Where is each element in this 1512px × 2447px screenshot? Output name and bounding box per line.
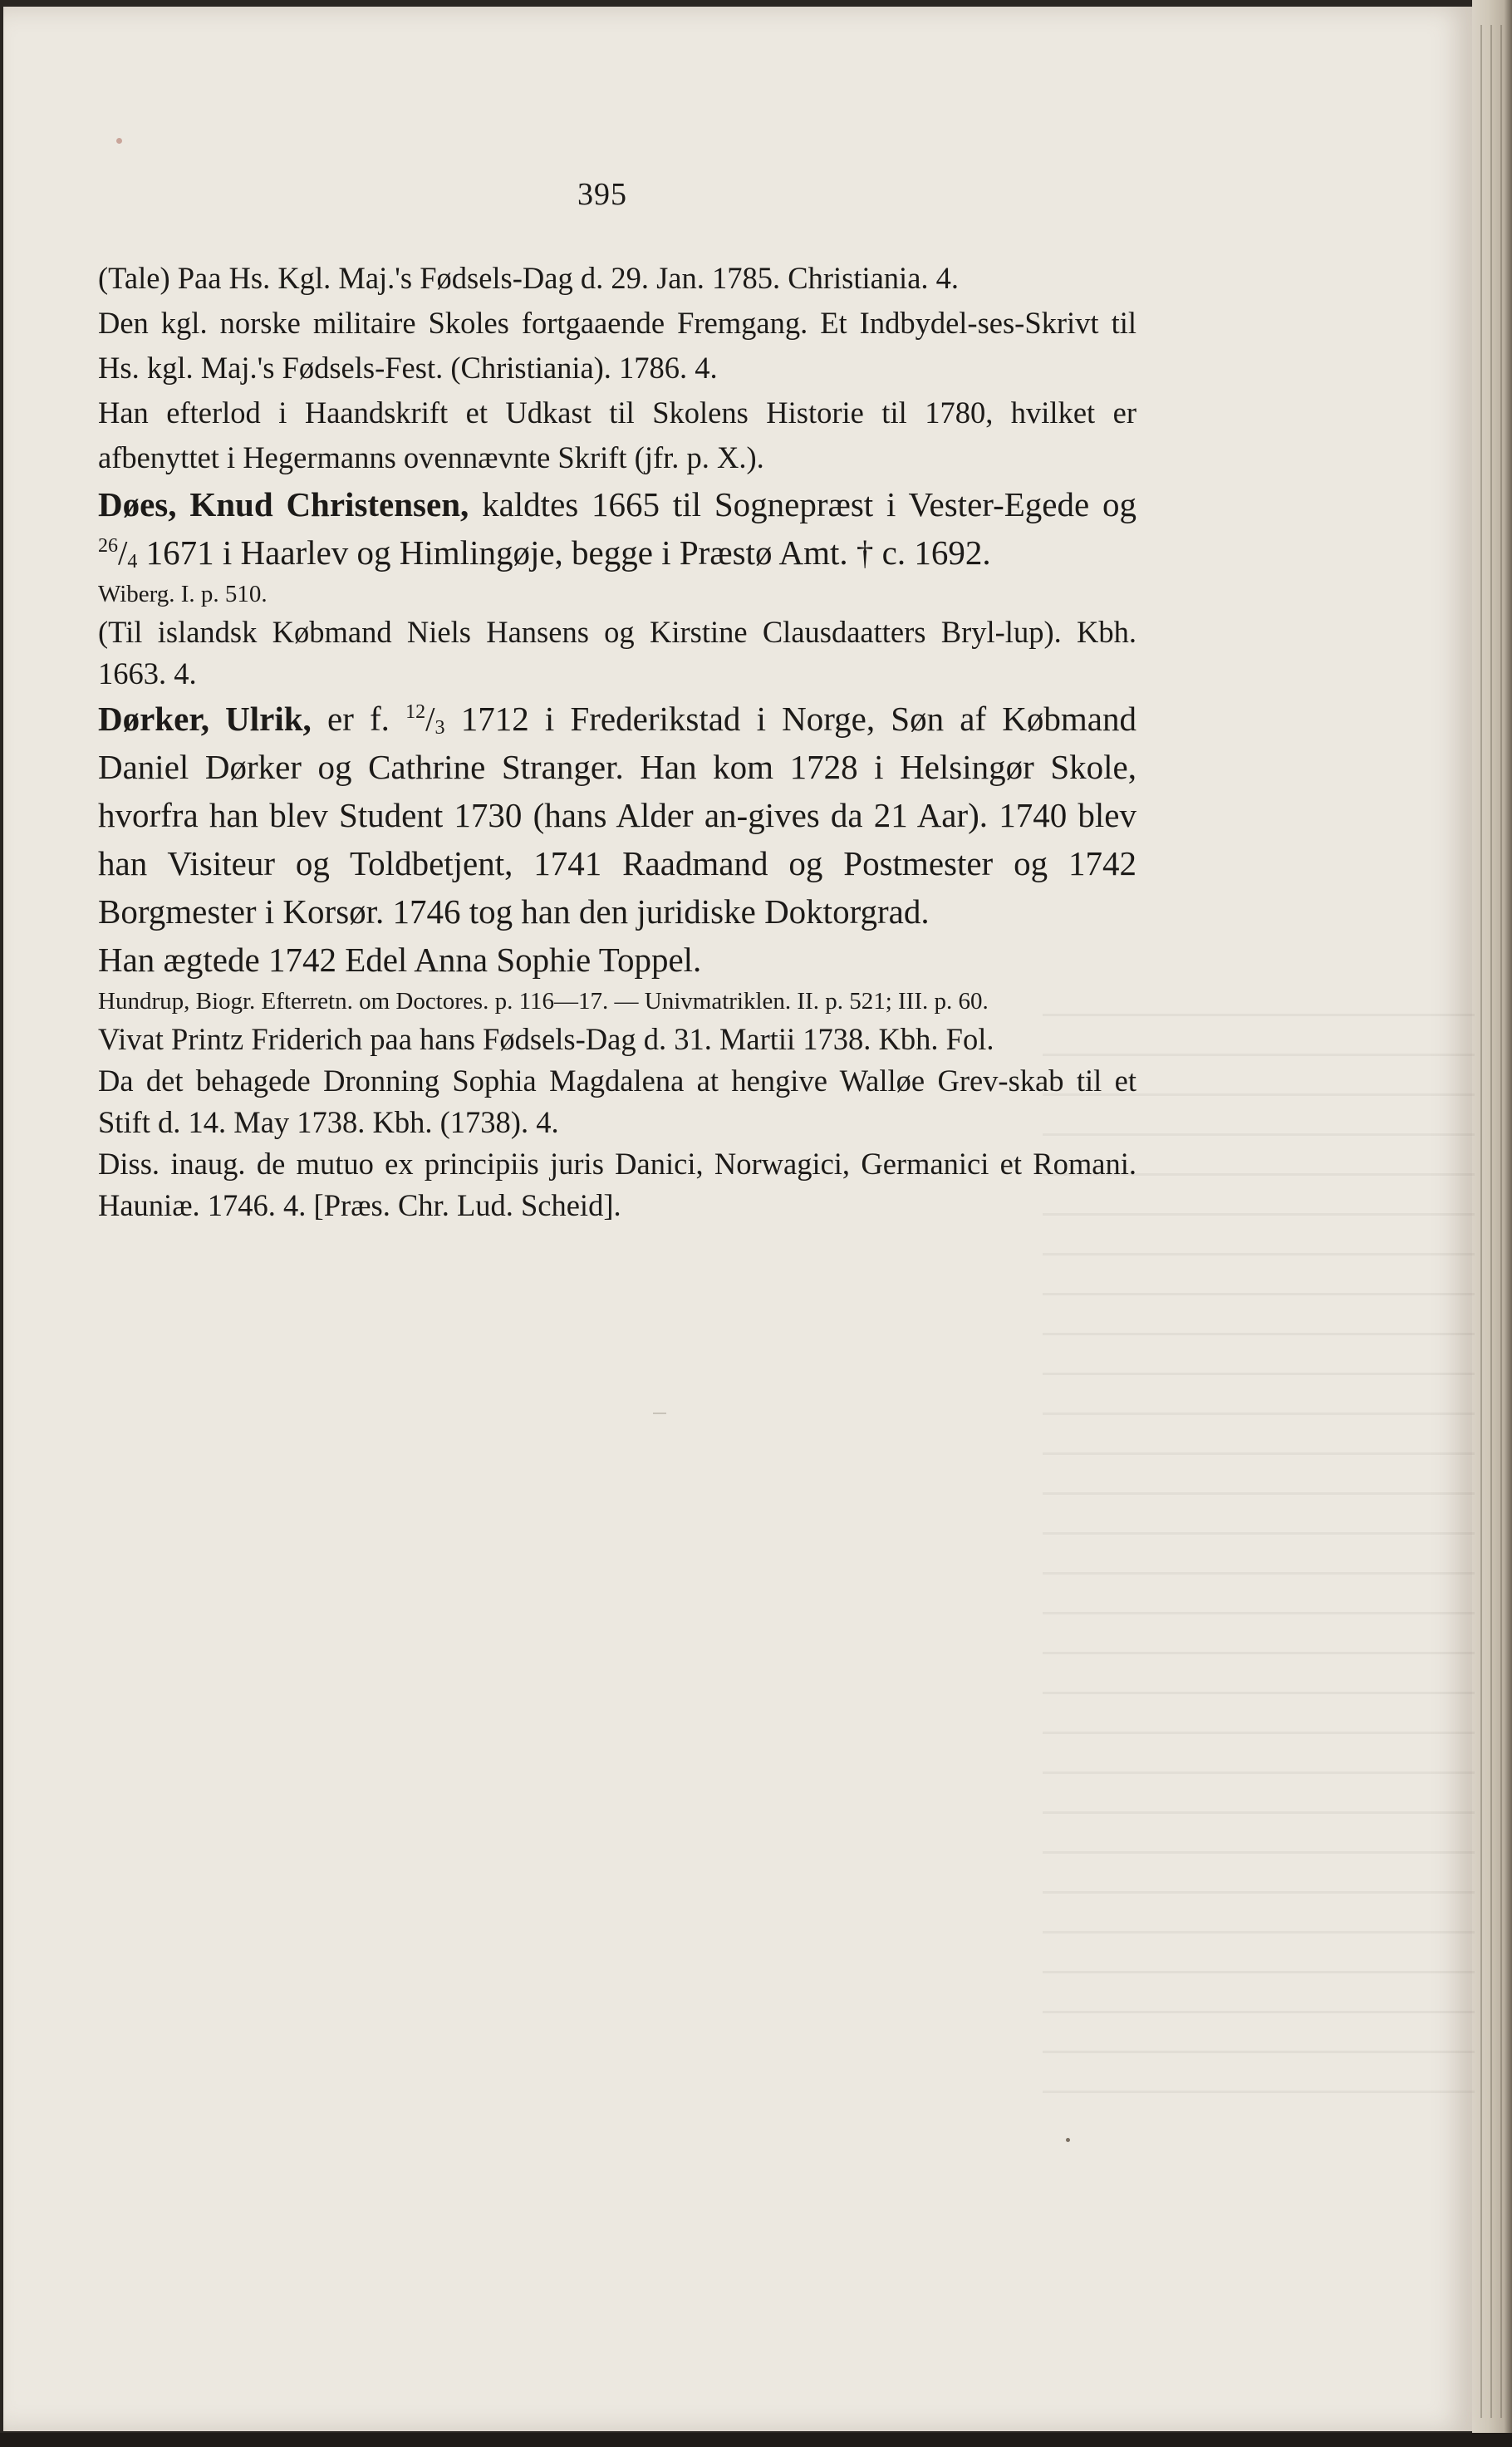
date-numerator: 26 [98,535,118,557]
date-denominator: 3 [434,717,445,739]
date-fraction: $^{26}/_4$ [98,533,138,572]
ink-spot [1066,2138,1070,2142]
work-line: (Til islandsk Købmand Niels Hansens og Kirstine Clausdaatters Bryl-lup). Kbh. 1663. 4. [98,615,1136,690]
work-line: Da det behagede Dronning Sophia Magdalena at hengive Walløe Grev-skab til et Stift d. 14. May 1738. Kbh. (1738). 4. [98,1064,1136,1139]
page-edge [1472,0,1512,2447]
bottom-strip [0,2433,1512,2447]
entry-name: Døes, Knud Christensen, [98,485,469,523]
edge-line [1500,25,1502,2418]
edge-line [1480,25,1482,2418]
entry-text: 1671 i Haarlev og Himlingøje, begge i Præstø Amt. † c. 1692. [145,533,991,572]
work-line: Den kgl. norske militaire Skoles fortgaaende Fremgang. Et Indbydel-ses-Skrivt til Hs. kgl. Maj.'s Fødsels-Fest. (Christiania). 1786. 4. [98,306,1136,385]
entry-name: Dørker, Ulrik, [98,700,312,738]
page-text [98,256,1136,1226]
edge-line [1490,25,1492,2418]
date-fraction: $^{12}/_3$ [405,700,445,739]
entry-does [98,480,1136,577]
entry-text: 1712 i Frederikstad i Norge, Søn af Købmand Daniel Dørker og Cathrine Stranger. Han kom 1728 i Helsingør Skole, hvorfra han blev Student 1730 (hans Alder an-gives da 21 Aar). 1740 blev han Visiteur og Toldbetjent, 1741 Raadmand og Postmester og 1742 Borgmester i Korsør. 1746 tog han den juridiske Doktorgrad. [98,700,1137,931]
entry-dorker [98,695,1136,936]
work-line: Vivat Printz Friderich paa hans Fødsels-Dag d. 31. Martii 1738. Kbh. Fol. [98,1022,994,1056]
work-line: Diss. inaug. de mutuo ex principiis juris Danici, Norwagici, Germanici et Romani. Hauniæ. 1746. 4. [Præs. Chr. Lud. Scheid]. [98,1147,1136,1222]
date-numerator: 12 [405,701,426,723]
reference-line: Wiberg. I. p. 510. [98,581,268,607]
marriage-line: Han ægtede 1742 Edel Anna Sophie Toppel. [98,941,702,979]
end-mark [653,1413,666,1414]
page-number: 395 [577,177,627,212]
entry-text: er f. [327,700,390,738]
ink-spot [116,138,122,144]
note-line: Han efterlod i Haandskrift et Udkast til Skolens Historie til 1780, hvilket er afbenyttet i Hegermanns ovennævnte Skrift (jfr. p. X.). [98,396,1136,474]
date-denominator: 4 [127,551,138,572]
entry-text: kaldtes 1665 til Sognepræst i Vester-Egede og [482,485,1137,523]
work-line: (Tale) Paa Hs. Kgl. Maj.'s Fødsels-Dag d. 29. Jan. 1785. Christiania. 4. [98,261,960,295]
reference-line: Hundrup, Biogr. Efterretn. om Doctores. p. 116—17. — Univmatriklen. II. p. 521; III. p. 60. [98,988,989,1015]
